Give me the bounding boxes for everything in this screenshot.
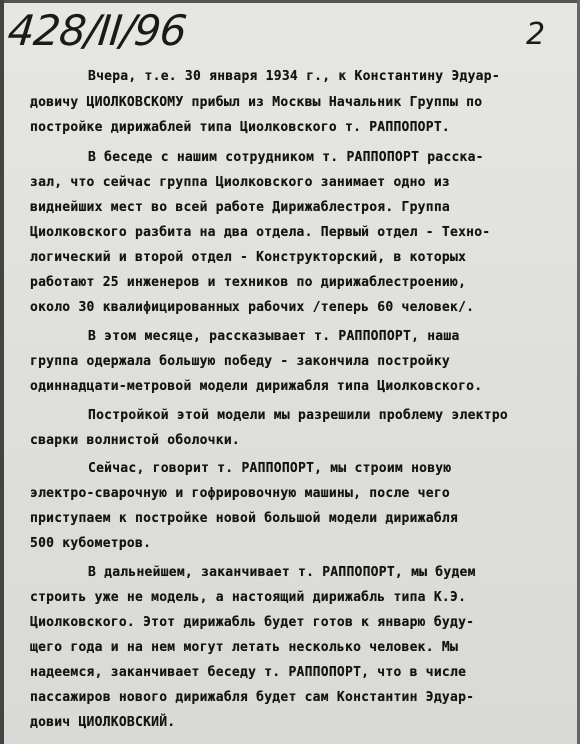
text-line: довичу ЦИОЛКОВСКОМУ прибыл из Москвы Начальник Группы по — [30, 95, 483, 110]
text-line: дович ЦИОЛКОВСКИЙ. — [30, 715, 176, 730]
text-line: В дальнейшем, заканчивает т. РАППОПОРТ, мы будем — [88, 565, 476, 580]
text-line: надеемся, заканчивает беседу т. РАППОПОРТ, что в числе — [30, 665, 467, 680]
text-line: постройке дирижаблей типа Циолковского т. РАППОПОРТ. — [30, 120, 450, 135]
text-line: Циолковского разбита на два отдела. Первый отдел - Техно- — [30, 225, 491, 240]
text-line: 500 кубометров. — [30, 536, 152, 551]
text-line: пассажиров нового дирижабля будет сам Константин Эдуар- — [30, 690, 475, 705]
text-line: около 30 квалифицированных рабочих /теперь 60 человек/. — [30, 300, 475, 315]
text-line: В этом месяце, рассказывает т. РАППОПОРТ, наша — [88, 329, 460, 344]
text-line: приступаем к постройке новой большой модели дирижабля — [30, 511, 459, 526]
text-line: щего года и на нем могут летать несколько человек. Мы — [30, 640, 459, 655]
text-line: логический и второй отдел - Конструкторский, в которых — [30, 250, 467, 265]
text-line: электро-сварочную и гофрировочную машины, после чего — [30, 486, 450, 501]
text-line: зал, что сейчас группа Циолковского занимает одно из — [30, 175, 450, 190]
page-number: 2 — [526, 17, 546, 52]
text-line: виднейших мест во всей работе Дирижаблестроя. Группа — [30, 200, 450, 215]
text-line: Постройкой этой модели мы разрешили проблему электро — [88, 408, 508, 423]
text-line: Вчера, т.е. 30 января 1934 г., к Константину Эдуар- — [88, 69, 500, 84]
text-line: сварки волнистой оболочки. — [30, 433, 240, 448]
text-line: В беседе с нашим сотрудником т. РАППОПОРТ расска- — [88, 150, 484, 165]
text-line: Циолковского. Этот дирижабль будет готов к январю буду- — [30, 615, 475, 630]
text-line: одиннадцати-метровой модели дирижабля типа Циолковского. — [30, 379, 483, 394]
text-line: группа одержала большую победу - закончила постройку — [30, 354, 450, 369]
text-line: работают 25 инженеров и техников по дирижаблестроению, — [30, 275, 467, 290]
text-line: строить уже не модель, а настоящий дирижабль типа К.Э. — [30, 590, 467, 605]
archive-number: 428/II/96 — [5, 6, 189, 55]
text-line: Сейчас, говорит т. РАППОПОРТ, мы строим новую — [88, 461, 452, 476]
